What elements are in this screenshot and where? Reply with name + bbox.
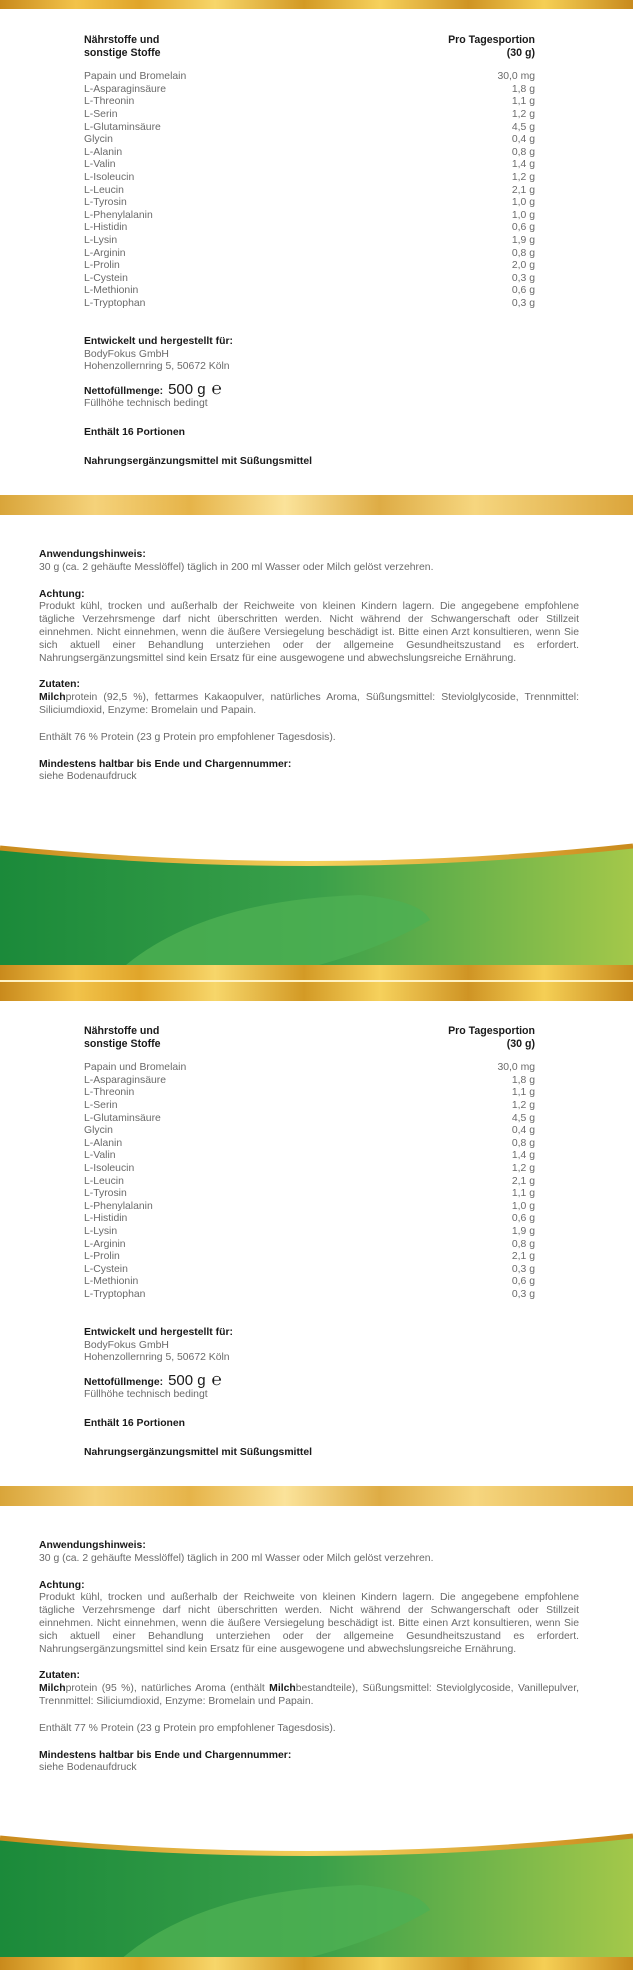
- table-row: [84, 1264, 535, 1277]
- manufacturer-heading: Entwickelt und hergestellt für:: [84, 1327, 233, 1338]
- nutrient-value: 0,6 g: [511, 1276, 535, 1288]
- net-label: Nettofüllmenge:: [84, 385, 164, 397]
- nutrient-name: L-Histidin: [84, 1213, 128, 1225]
- table-row: [84, 1163, 535, 1176]
- nutrient-name: L-Histidin: [84, 222, 128, 234]
- fill-note: Füllhöhe technisch bedingt: [84, 398, 208, 410]
- estimated-sign-icon: ℮: [211, 378, 222, 399]
- nutrient-value: 0,6 g: [511, 222, 535, 234]
- nutrient-value: 0,3 g: [511, 297, 535, 309]
- usage-text: 30 g (ca. 2 gehäufte Messlöffel) täglich in 200 ml Wasser oder Milch gelöst verzehren.: [39, 561, 434, 573]
- estimated-sign-icon: ℮: [211, 1369, 222, 1390]
- manufacturer-address: Hohenzollernring 5, 50672 Köln: [84, 1352, 230, 1364]
- net-value: 500 g: [168, 380, 206, 398]
- table-row: [84, 1251, 535, 1264]
- table-row: [84, 1100, 535, 1113]
- table-row: [84, 1075, 535, 1088]
- nutrient-value: 1,2 g: [511, 1162, 535, 1174]
- nutrient-value: 4,5 g: [511, 1112, 535, 1124]
- bbd-heading: Mindestens haltbar bis Ende und Chargennummer:: [39, 1749, 292, 1761]
- table-row: [84, 1176, 535, 1189]
- gold-band: [0, 495, 633, 515]
- ingredients-heading: Zutaten:: [39, 1670, 80, 1682]
- table-row: [84, 1276, 535, 1289]
- usage-heading: Anwendungshinweis:: [39, 1540, 146, 1551]
- table-row: [84, 122, 535, 135]
- manufacturer-name: BodyFokus GmbH: [84, 1339, 169, 1351]
- bbd-text: siehe Bodenaufdruck: [39, 771, 137, 783]
- nutrient-name: L-Valin: [84, 1150, 116, 1162]
- green-leaf-graphic: [0, 1830, 633, 1960]
- caution-heading: Achtung:: [39, 1579, 85, 1591]
- nutrient-name: L-Glutaminsäure: [84, 121, 161, 133]
- nutrient-name: L-Serin: [84, 108, 118, 120]
- nutrient-value: 4,5 g: [511, 121, 535, 133]
- nutrient-value: 1,4 g: [511, 159, 535, 171]
- net-quantity: [84, 1369, 312, 1390]
- nutrient-value: 1,0 g: [511, 209, 535, 221]
- nutrient-name: L-Asparaginsäure: [84, 1074, 167, 1086]
- nutrient-value: 0,4 g: [511, 1125, 535, 1137]
- nutrient-name: L-Tryptophan: [84, 297, 146, 309]
- table-rows: [84, 1062, 535, 1301]
- table-row: [84, 298, 535, 311]
- table-row: [84, 159, 535, 172]
- nutrient-name: L-Arginin: [84, 247, 126, 259]
- nutrient-value: 2,1 g: [511, 184, 535, 196]
- nutrient-value: 0,4 g: [511, 134, 535, 146]
- nutrient-value: 1,8 g: [511, 1074, 535, 1086]
- portions-count: Enthält 16 Portionen: [84, 1417, 186, 1429]
- ingredients-heading: Zutaten:: [39, 679, 80, 691]
- gold-band-divider: [0, 965, 633, 1001]
- nutrient-name: L-Leucin: [84, 1175, 124, 1187]
- nutrient-name: L-Asparaginsäure: [84, 83, 167, 95]
- manufacturer-block: [84, 1327, 312, 1459]
- nutrient-value: 2,1 g: [511, 1251, 535, 1263]
- nutrient-name: L-Prolin: [84, 1251, 120, 1263]
- gold-band: [0, 1486, 633, 1506]
- nutrient-name: L-Isoleucin: [84, 1162, 135, 1174]
- table-row: [84, 1113, 535, 1126]
- nutrient-name: L-Prolin: [84, 260, 120, 272]
- table-row: [84, 1201, 535, 1214]
- net-value: 500 g: [168, 1371, 206, 1389]
- table-row: [84, 210, 535, 223]
- ingredients-text: Milchprotein (95 %), natürliches Aroma (enthält Milchbestandteile), Süßungsmittel: Steviolglycoside, Vanillepulver, Trennmittel: Siliciumdioxid, Enzyme: Bromelain und Papain.: [39, 1683, 579, 1707]
- nutrient-name: L-Lysin: [84, 234, 118, 246]
- protein-note: Enthält 76 % Protein (23 g Protein pro empfohlener Tagesdosis).: [39, 731, 336, 743]
- caution-heading: Achtung:: [39, 588, 85, 600]
- bbd-heading: Mindestens haltbar bis Ende und Chargennummer:: [39, 758, 292, 770]
- nutrient-name: L-Alanin: [84, 1137, 123, 1149]
- nutrient-name: L-Leucin: [84, 184, 124, 196]
- header-nutrients: Nährstoffe und sonstige Stoffe: [84, 34, 161, 59]
- bottom-gold-band: [0, 1957, 633, 1970]
- green-leaf-graphic: [0, 840, 633, 970]
- nutrient-value: 0,3 g: [511, 1263, 535, 1275]
- manufacturer-heading: Entwickelt und hergestellt für:: [84, 336, 233, 347]
- table-rows: [84, 71, 535, 310]
- nutrient-value: 0,8 g: [511, 1137, 535, 1149]
- nutrient-name: Papain und Bromelain: [84, 71, 187, 83]
- fill-note: Füllhöhe technisch bedingt: [84, 1389, 208, 1401]
- nutrient-name: L-Alanin: [84, 146, 123, 158]
- table-row: [84, 185, 535, 198]
- nutrient-value: 0,6 g: [511, 1213, 535, 1225]
- usage-text: 30 g (ca. 2 gehäufte Messlöffel) täglich in 200 ml Wasser oder Milch gelöst verzehren.: [39, 1552, 434, 1564]
- nutrient-name: L-Glutaminsäure: [84, 1112, 161, 1124]
- bbd-text: siehe Bodenaufdruck: [39, 1762, 137, 1774]
- nutrient-name: L-Tryptophan: [84, 1288, 146, 1300]
- nutrient-value: 1,2 g: [511, 108, 535, 120]
- table-row: [84, 1087, 535, 1100]
- table-header: [84, 1025, 535, 1050]
- nutrient-value: 0,6 g: [511, 285, 535, 297]
- protein-note: Enthält 77 % Protein (23 g Protein pro empfohlener Tagesdosis).: [39, 1722, 336, 1734]
- nutrient-name: Glycin: [84, 1125, 113, 1137]
- nutrient-value: 0,8 g: [511, 146, 535, 158]
- nutrient-name: L-Isoleucin: [84, 171, 135, 183]
- header-nutrients: Nährstoffe und sonstige Stoffe: [84, 1025, 161, 1050]
- nutrient-name: Glycin: [84, 134, 113, 146]
- table-row: [84, 1289, 535, 1302]
- nutrient-name: L-Methionin: [84, 1276, 139, 1288]
- nutrient-value: 1,0 g: [511, 197, 535, 209]
- usage-block-1: [39, 549, 579, 798]
- table-row: [84, 1188, 535, 1201]
- nutrient-value: 2,0 g: [511, 260, 535, 272]
- nutrient-table: [84, 1025, 535, 1301]
- nutrient-value: 1,2 g: [511, 1099, 535, 1111]
- nutrient-table: [84, 34, 535, 310]
- nutrient-value: 0,8 g: [511, 1238, 535, 1250]
- table-row: [84, 84, 535, 97]
- nutrient-name: L-Tyrosin: [84, 197, 127, 209]
- nutrient-value: 1,1 g: [511, 96, 535, 108]
- portions-count: Enthält 16 Portionen: [84, 426, 186, 438]
- manufacturer-block: [84, 336, 312, 468]
- nutrient-value: 30,0 mg: [497, 71, 535, 83]
- table-row: [84, 248, 535, 261]
- table-row: [84, 197, 535, 210]
- nutrient-name: L-Arginin: [84, 1238, 126, 1250]
- table-row: [84, 109, 535, 122]
- net-label: Nettofüllmenge:: [84, 1376, 164, 1388]
- header-portion: Pro Tagesportion (30 g): [448, 1025, 535, 1050]
- net-quantity: [84, 378, 312, 399]
- nutrient-value: 1,9 g: [511, 1225, 535, 1237]
- table-row: [84, 147, 535, 160]
- nutrient-name: L-Threonin: [84, 96, 135, 108]
- nutrient-name: L-Cystein: [84, 272, 128, 284]
- divider-line: [0, 980, 633, 982]
- nutrient-name: L-Lysin: [84, 1225, 118, 1237]
- nutrient-value: 1,8 g: [511, 83, 535, 95]
- table-row: [84, 1226, 535, 1239]
- table-row: [84, 1150, 535, 1163]
- nutrient-name: L-Tyrosin: [84, 1188, 127, 1200]
- table-row: [84, 1138, 535, 1151]
- caution-text: Produkt kühl, trocken und außerhalb der Reichweite von kleinen Kindern lagern. Die angegebene empfohlene tägliche Verzehrsmenge darf nicht überschritten werden. Nicht während der Schwangerschaft oder Stillzeit einnehmen. Nicht einnehmen, wenn die äußere Versiegelung beschädigt ist. Bitte einen Arzt konsultieren, wenn Sie sich aktuell einer Behandlung unterziehen oder der allgemeine Gesundheitszustand es erfordert. Nahrungsergänzungsmittel sind kein Ersatz für eine ausgewogene und abwechslungsreiche Ernährung.: [39, 1592, 579, 1655]
- caution-text: Produkt kühl, trocken und außerhalb der Reichweite von kleinen Kindern lagern. Die angegebene empfohlene tägliche Verzehrsmenge darf nicht überschritten werden. Nicht während der Schwangerschaft oder Stillzeit einnehmen. Nicht einnehmen, wenn die äußere Versiegelung beschädigt ist. Bitte einen Arzt konsultieren, wenn Sie sich aktuell einer Behandlung unterziehen oder der allgemeine Gesundheitszustand es erfordert. Nahrungsergänzungsmittel sind kein Ersatz für eine ausgewogene und abwechslungsreiche Ernährung.: [39, 601, 579, 664]
- table-row: [84, 71, 535, 84]
- nutrient-name: Papain und Bromelain: [84, 1062, 187, 1074]
- table-row: [84, 222, 535, 235]
- nutrient-name: L-Threonin: [84, 1087, 135, 1099]
- nutrient-name: L-Serin: [84, 1099, 118, 1111]
- table-row: [84, 172, 535, 185]
- nutrient-value: 0,3 g: [511, 272, 535, 284]
- nutrient-value: 2,1 g: [511, 1175, 535, 1187]
- table-row: [84, 1062, 535, 1075]
- table-row: [84, 1213, 535, 1226]
- product-type: Nahrungsergänzungsmittel mit Süßungsmittel: [84, 455, 313, 467]
- table-row: [84, 273, 535, 286]
- nutrient-value: 30,0 mg: [497, 1062, 535, 1074]
- table-header: [84, 34, 535, 59]
- nutrient-name: L-Cystein: [84, 1263, 128, 1275]
- nutrient-value: 1,4 g: [511, 1150, 535, 1162]
- table-row: [84, 285, 535, 298]
- usage-heading: Anwendungshinweis:: [39, 549, 146, 560]
- nutrient-name: L-Methionin: [84, 285, 139, 297]
- nutrient-value: 1,9 g: [511, 234, 535, 246]
- nutrient-value: 1,1 g: [511, 1087, 535, 1099]
- usage-block-2: [39, 1540, 579, 1789]
- manufacturer-address: Hohenzollernring 5, 50672 Köln: [84, 361, 230, 373]
- product-type: Nahrungsergänzungsmittel mit Süßungsmittel: [84, 1446, 313, 1458]
- nutrient-name: L-Phenylalanin: [84, 209, 153, 221]
- table-row: [84, 1125, 535, 1138]
- table-row: [84, 96, 535, 109]
- nutrient-value: 0,3 g: [511, 1288, 535, 1300]
- manufacturer-name: BodyFokus GmbH: [84, 348, 169, 360]
- table-row: [84, 260, 535, 273]
- table-row: [84, 1239, 535, 1252]
- table-row: [84, 134, 535, 147]
- nutrient-name: L-Valin: [84, 159, 116, 171]
- nutrient-value: 1,0 g: [511, 1200, 535, 1212]
- top-gold-band: [0, 0, 633, 9]
- ingredients-text: Milchprotein (92,5 %), fettarmes Kakaopulver, natürliches Aroma, Süßungsmittel: Steviolglycoside, Trennmittel: Siliciumdioxid, Enzyme: Bromelain und Papain.: [39, 692, 579, 716]
- nutrient-name: L-Phenylalanin: [84, 1200, 153, 1212]
- nutrient-value: 1,2 g: [511, 171, 535, 183]
- nutrient-value: 0,8 g: [511, 247, 535, 259]
- nutrient-value: 1,1 g: [511, 1188, 535, 1200]
- table-row: [84, 235, 535, 248]
- header-portion: Pro Tagesportion (30 g): [448, 34, 535, 59]
